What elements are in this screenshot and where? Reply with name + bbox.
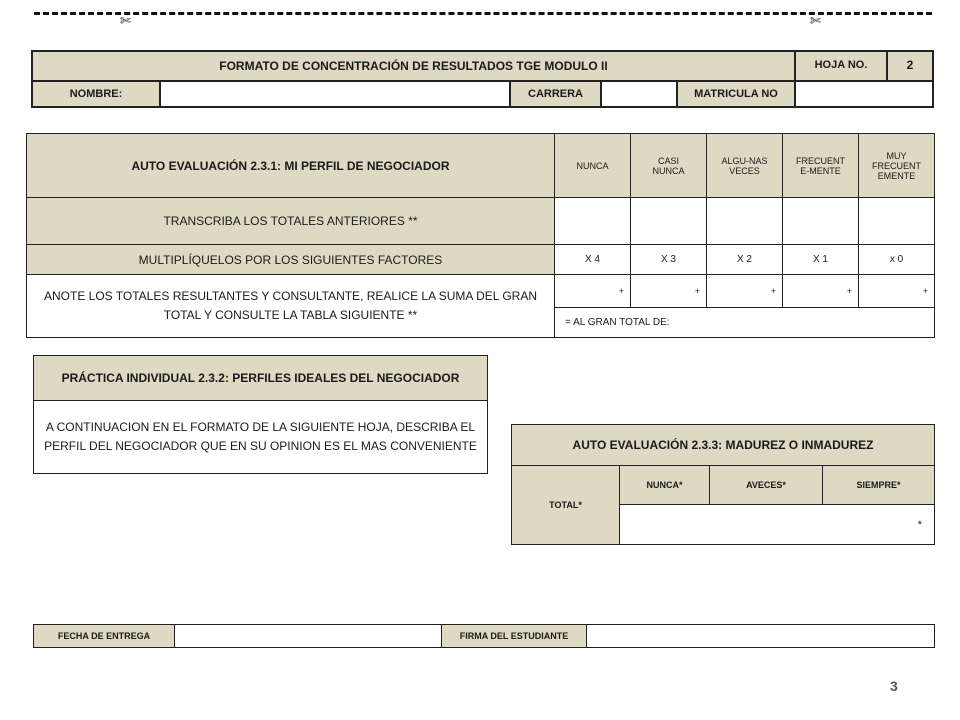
name-field[interactable]: [159, 80, 511, 108]
total-input[interactable]: [630, 197, 707, 245]
self-eval-1-title: AUTO EVALUACIÓN 2.3.1: MI PERFIL DE NEGOCIADOR: [26, 133, 555, 198]
delivery-date-label: FECHA DE ENTREGA: [33, 624, 175, 648]
name-label: NOMBRE:: [31, 80, 161, 108]
sheet-label: HOJA NO.: [794, 50, 888, 82]
career-label: CARRERA: [509, 80, 602, 108]
column-header: CASI NUNCA: [630, 133, 707, 198]
grand-total-field[interactable]: = AL GRAN TOTAL DE:: [554, 307, 935, 338]
cut-line: [34, 12, 932, 15]
signature-label: FIRMA DEL ESTUDIANTE: [441, 624, 587, 648]
maturity-total-field[interactable]: *: [619, 504, 935, 545]
scissors-icon: ✄: [120, 13, 131, 28]
column-header: NUNCA: [554, 133, 631, 198]
career-field[interactable]: [600, 80, 678, 108]
column-header: NUNCA*: [619, 465, 710, 505]
plus-cell[interactable]: +: [858, 274, 935, 308]
column-header: MUY FRECUENT EMENTE: [858, 133, 935, 198]
factor-cell: x 0: [858, 244, 935, 275]
enrollment-label: MATRICULA NO: [676, 80, 796, 108]
plus-cell[interactable]: +: [706, 274, 783, 308]
form-title: FORMATO DE CONCENTRACIÓN DE RESULTADOS TGE MODULO II: [31, 50, 796, 82]
signature-field[interactable]: [586, 624, 935, 648]
total-input[interactable]: [782, 197, 859, 245]
scissors-icon: ✄: [810, 13, 821, 28]
practice-instructions: A CONTINUACION EN EL FORMATO DE LA SIGUIENTE HOJA, DESCRIBA EL PERFIL DEL NEGOCIADOR QUE EN SU OPINION ES EL MAS CONVENIENTE: [33, 400, 488, 474]
factor-cell: X 2: [706, 244, 783, 275]
enrollment-field[interactable]: [794, 80, 934, 108]
plus-cell[interactable]: +: [782, 274, 859, 308]
total-label: TOTAL*: [511, 465, 620, 545]
column-header: ALGU-NAS VECES: [706, 133, 783, 198]
total-input[interactable]: [858, 197, 935, 245]
factor-cell: X 1: [782, 244, 859, 275]
factor-cell: X 3: [630, 244, 707, 275]
column-header: FRECUENT E-MENTE: [782, 133, 859, 198]
sheet-value: 2: [886, 50, 934, 82]
total-input[interactable]: [554, 197, 631, 245]
sum-instructions: ANOTE LOS TOTALES RESULTANTES Y CONSULTANTE, REALICE LA SUMA DEL GRAN TOTAL Y CONSULTE LA TABLA SIGUIENTE **: [26, 274, 555, 338]
total-input[interactable]: [706, 197, 783, 245]
factor-cell: X 4: [554, 244, 631, 275]
transcribe-totals-label: TRANSCRIBA LOS TOTALES ANTERIORES **: [26, 197, 555, 245]
column-header: SIEMPRE*: [822, 465, 935, 505]
column-header: AVECES*: [709, 465, 823, 505]
plus-cell[interactable]: +: [554, 274, 631, 308]
plus-cell[interactable]: +: [630, 274, 707, 308]
maturity-title: AUTO EVALUACIÓN 2.3.3: MADUREZ O INMADUREZ: [511, 424, 935, 466]
practice-title: PRÁCTICA INDIVIDUAL 2.3.2: PERFILES IDEALES DEL NEGOCIADOR: [33, 355, 488, 401]
delivery-date-field[interactable]: [174, 624, 442, 648]
multiply-label: MULTIPLÍQUELOS POR LOS SIGUIENTES FACTORES: [26, 244, 555, 275]
page-number: 3: [890, 678, 898, 694]
